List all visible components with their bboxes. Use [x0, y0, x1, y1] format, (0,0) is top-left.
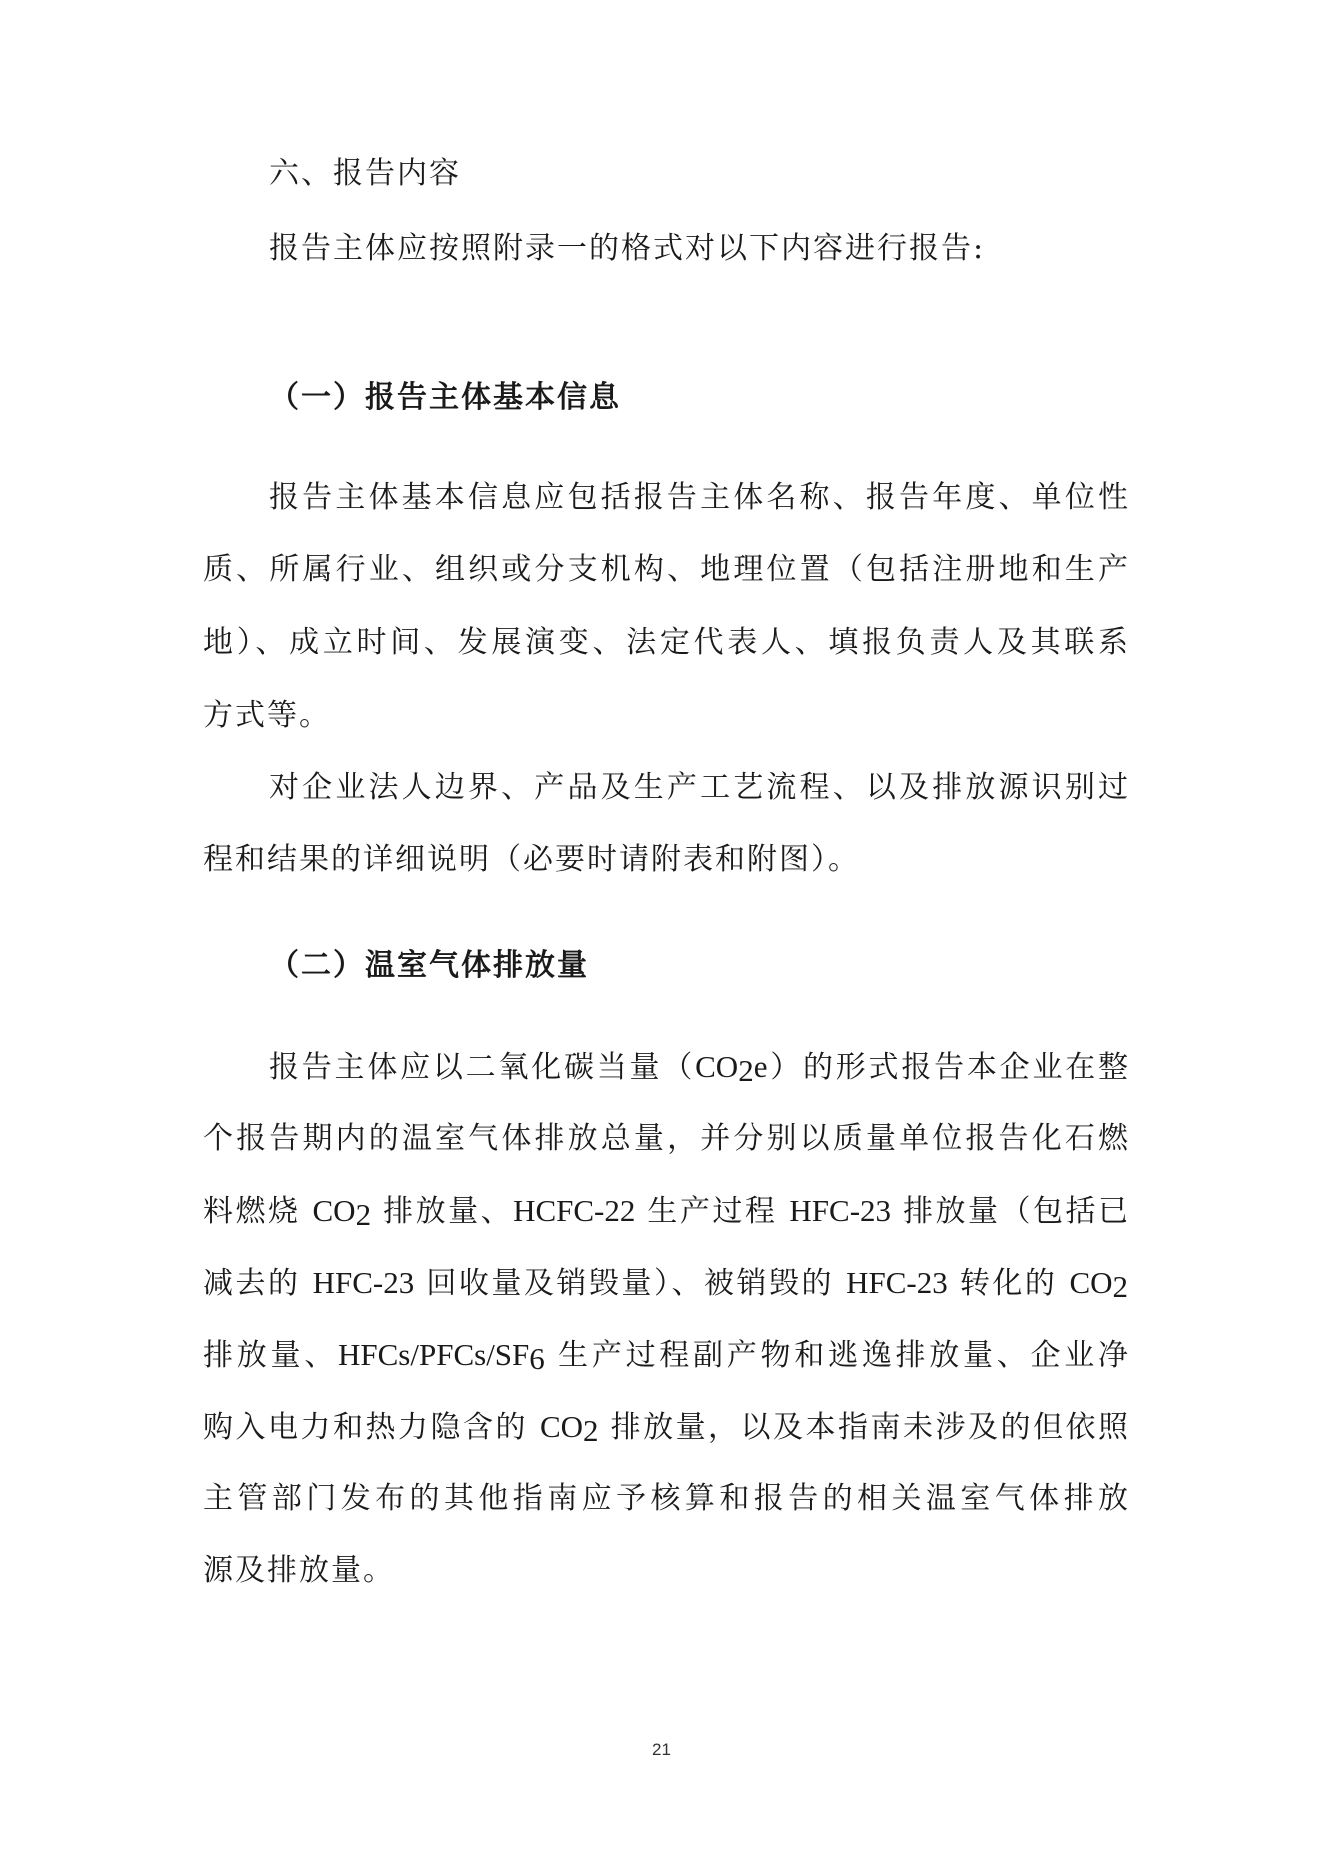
formula-span: CO — [312, 1193, 356, 1228]
text-span: 排放量、 — [203, 1338, 338, 1373]
text-span: 排放量，以及本指南未涉及的但依照 — [610, 1410, 1128, 1445]
subsection-1-heading: （一）报告主体基本信息 — [269, 380, 621, 415]
formula-span: HFC-23 — [789, 1193, 892, 1228]
formula-span: HFC-23 — [312, 1265, 415, 1300]
paragraph-line: 地）、成立时间、发展演变、法定代表人、填报负责人及其联系 — [203, 625, 1128, 660]
section-heading: 六、报告内容 — [269, 156, 461, 191]
paragraph-line — [203, 1189, 1128, 1234]
text-span: 料燃烧 — [203, 1194, 301, 1229]
text-span: 报告主体应以二氧化碳当量（ — [269, 1050, 696, 1085]
subscript: 6 — [529, 1341, 545, 1376]
formula-span: CO — [1069, 1265, 1113, 1300]
text-span: 生产过程副产物和逃逸排放量、企业净 — [558, 1338, 1128, 1373]
subscript: 2 — [738, 1053, 754, 1088]
paragraph-line — [203, 1405, 1128, 1450]
paragraph-line: 主管部门发布的其他指南应予核算和报告的相关温室气体排放 — [203, 1481, 1128, 1516]
formula-span: HFCs/PFCs/SF — [337, 1337, 530, 1372]
paragraph-line — [269, 1045, 1128, 1090]
paragraph-line: 程和结果的详细说明（必要时请附表和附图）。 — [203, 842, 860, 877]
subscript: 2 — [1112, 1269, 1129, 1304]
section-intro: 报告主体应按照附录一的格式对以下内容进行报告: — [269, 231, 986, 266]
subscript: 2 — [355, 1197, 372, 1232]
formula-span: e — [753, 1049, 768, 1084]
text-span: 排放量（包括已 — [903, 1194, 1128, 1229]
subsection-2-heading: （二）温室气体排放量 — [269, 948, 589, 983]
text-span: 回收量及销毁量）、被销毁的 — [426, 1266, 835, 1301]
text-span: 购入电力和热力隐含的 — [203, 1410, 528, 1445]
paragraph-line: 报告主体基本信息应包括报告主体名称、报告年度、单位性 — [269, 480, 1128, 515]
subscript: 2 — [583, 1413, 599, 1448]
text-span: 减去的 — [203, 1266, 301, 1301]
paragraph-line — [203, 1333, 1128, 1378]
text-span: 生产过程 — [647, 1194, 778, 1229]
formula-span: HCFC-22 — [513, 1193, 636, 1228]
text-span: 排放量、 — [383, 1194, 514, 1229]
paragraph-line: 个报告期内的温室气体排放总量，并分别以质量单位报告化石燃 — [203, 1121, 1128, 1156]
paragraph-line: 质、所属行业、组织或分支机构、地理位置（包括注册地和生产 — [203, 552, 1128, 587]
formula-span: CO — [695, 1049, 739, 1084]
text-span: ）的形式报告本企业在整 — [767, 1050, 1129, 1085]
paragraph-line: 源及排放量。 — [203, 1553, 395, 1588]
paragraph-line — [203, 1261, 1128, 1306]
formula-span: CO — [539, 1409, 584, 1444]
formula-span: HFC-23 — [846, 1265, 948, 1300]
paragraph-line: 方式等。 — [203, 698, 331, 733]
text-span: 转化的 — [959, 1266, 1058, 1301]
page-number: 21 — [652, 1740, 671, 1759]
paragraph-line: 对企业法人边界、产品及生产工艺流程、以及排放源识别过 — [269, 770, 1128, 805]
